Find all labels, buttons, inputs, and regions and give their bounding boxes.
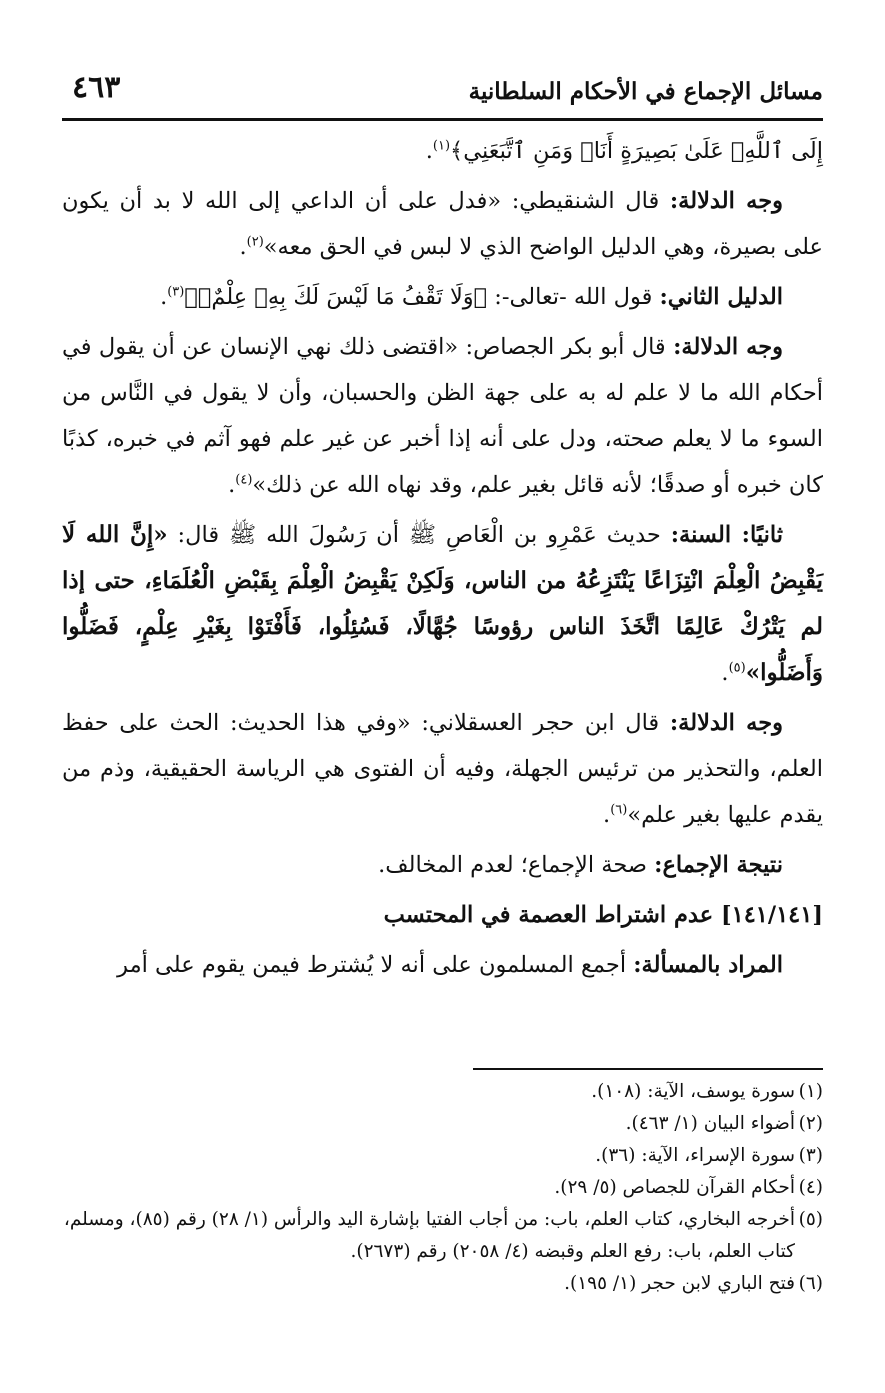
paragraph-label: وجه الدلالة: — [669, 710, 783, 736]
paragraph-label: المراد بالمسألة: — [633, 952, 783, 978]
paragraph-label: ثانيًا: السنة: — [670, 522, 783, 548]
verse-continuation: إِلَى ٱللَّهِۚ عَلَىٰ بَصِيرَةٍ أَنَا۠ وَمَنِ ٱتَّبَعَنِي﴾$^{(١)}$. — [425, 138, 823, 164]
main-text — [62, 128, 823, 992]
paragraph-label: الدليل الثاني: — [659, 284, 783, 310]
footnote-text: أخرجه البخاري، كتاب العلم، باب: من أجاب الفتيا بإشارة اليد والرأس (١/ ٢٨) رقم (٨٥)، ومسلم، كتاب العلم، باب: رفع العلم وقبضه (٤/ ٢٠٥٨) رقم (٢٦٧٣). — [63, 1209, 795, 1262]
footnote-number: (٥) — [798, 1209, 823, 1230]
footnote-item — [62, 1204, 823, 1268]
section-heading: [١٤١/١٤١] عدم اشتراط العصمة في المحتسب — [383, 902, 823, 928]
footnote-ref: (١) — [432, 138, 451, 154]
paragraph-text: قال أبو بكر الجصاص: «اقتضى ذلك نهي الإنسان عن أن يقول في أحكام الله ما لا علم له به على جهة الظن والحسبان، وأن لا يقول في النَّاس من السوء ما لا يعلم صحته، ودل على أنه إذا أخبر عن غير علم فهو آثم في خبره، كذبًا كان خبره أو صدقًا؛ لأنه قائل بغير علم، وقد نهاه الله عن ذلك» — [62, 334, 823, 498]
footnote-ref: (٣) — [167, 284, 185, 300]
paragraph-sunnah: ثانيًا: السنة: حديث عَمْرِو بن الْعَاصِ ﷺ أن رَسُولَ الله ﷺ قال: «إِنَّ الله لَا يَقْبِضُ الْعِلْمَ انْتِزَاعًا يَنْتَزِعُهُ من الناس، وَلَكِنْ يَقْبِضُ الْعِلْمَ بِقَبْضِ الْعُلَمَاءِ، حتى إذا لم يَتْرُكْ عَالِمًا اتَّخَذَ الناس رؤوسًا جُهَّالًا، فَسُئِلُوا، فَأَفْتَوْا بِغَيْرِ عِلْمٍ، فَضَلُّوا وَأَضَلُّوا»$^{(٥)}$. — [62, 521, 823, 686]
page-number: ٤٦٣ — [72, 70, 121, 105]
footnotes — [62, 1076, 823, 1300]
paragraph-indication-3: وجه الدلالة: قال ابن حجر العسقلاني: «وفي هذا الحديث: الحث على حفظ العلم، والتحذير من ترئيس الجهلة، وفيه أن الفتوى هي الرياسة الحقيقية، وذم من يقدم عليها بغير علم»$^{(٦)}$. — [62, 710, 823, 828]
hadith-text: «إِنَّ الله لَا يَقْبِضُ الْعِلْمَ انْتِزَاعًا يَنْتَزِعُهُ من الناس، وَلَكِنْ يَقْبِضُ الْعِلْمَ بِقَبْضِ الْعُلَمَاءِ، حتى إذا لم يَتْرُكْ عَالِمًا اتَّخَذَ الناس رؤوسًا جُهَّالًا، فَسُئِلُوا، فَأَفْتَوْا بِغَيْرِ عِلْمٍ، فَضَلُّوا وَأَضَلُّوا» — [62, 521, 823, 686]
paragraph-indication-2: وجه الدلالة: قال أبو بكر الجصاص: «اقتضى ذلك نهي الإنسان عن أن يقول في أحكام الله ما لا علم له به على جهة الظن والحسبان، وأن لا يقول في النَّاس من السوء ما لا يعلم صحته، ودل على أنه إذا أخبر عن غير علم فهو آثم في خبره، كذبًا كان خبره أو صدقًا؛ لأنه قائل بغير علم، وقد نهاه الله عن ذلك»$^{(٤)}$. — [62, 334, 823, 498]
quran-verse: ﴿وَلَا تَقْفُ مَا لَيْسَ لَكَ بِهِۦ عِلْمٌۚ﴾ — [184, 284, 488, 310]
quran-verse: إِلَى ٱللَّهِۚ عَلَىٰ بَصِيرَةٍ أَنَا۠ وَمَنِ ٱتَّبَعَنِي﴾ — [450, 138, 823, 164]
paragraph-issue-meaning — [62, 942, 823, 988]
paragraph-text: حديث عَمْرِو بن الْعَاصِ ﷺ أن رَسُولَ الله ﷺ قال: — [167, 522, 671, 548]
paragraph-indication-1: وجه الدلالة: قال الشنقيطي: «فدل على أن الداعي إلى الله لا بد أن يكون على بصيرة، وهي الدليل الواضح الذي لا لبس في الحق معه»$^{(٢)}$. — [62, 188, 823, 260]
footnote-text: فتح الباري لابن حجر (١/ ١٩٥). — [564, 1273, 795, 1294]
paragraph-text: قال الشنقيطي: «فدل على أن الداعي إلى الله لا بد أن يكون على بصيرة، وهي الدليل الواضح الذي لا لبس في الحق معه» — [62, 188, 823, 260]
footnote-ref: (٥) — [728, 660, 746, 676]
footnote-item — [62, 1140, 823, 1172]
paragraph-consensus-result — [62, 842, 823, 888]
footnote-number: (٦) — [798, 1273, 823, 1294]
footnote-item — [62, 1108, 823, 1140]
footnote-ref: (٦) — [610, 802, 628, 818]
footnote-number: (١) — [798, 1081, 823, 1102]
paragraph-text: أجمع المسلمون على أنه لا يُشترط فيمن يقوم على أمر — [117, 952, 634, 978]
footnote-ref: (٢) — [246, 234, 264, 250]
footnote-separator — [473, 1068, 823, 1070]
paragraph-label: وجه الدلالة: — [669, 188, 783, 214]
footnote-text: أحكام القرآن للجصاص (٥/ ٢٩). — [554, 1177, 795, 1198]
footnote-text: أضواء البيان (١/ ٤٦٣). — [625, 1113, 795, 1134]
paragraph-text: قال ابن حجر العسقلاني: «وفي هذا الحديث: الحث على حفظ العلم، والتحذير من ترئيس الجهلة، وفيه أن الفتوى هي الرياسة الحقيقية، وذم من يقدم عليها بغير علم» — [62, 710, 823, 828]
paragraph-label: وجه الدلالة: — [673, 334, 783, 360]
header-rule — [62, 118, 823, 121]
footnote-number: (٤) — [798, 1177, 823, 1198]
footnote-ref: (٤) — [235, 472, 253, 488]
page-header — [62, 70, 823, 118]
footnote-text: سورة الإسراء، الآية: (٣٦). — [595, 1145, 795, 1166]
paragraph-second-evidence: الدليل الثاني: قول الله -تعالى-: ﴿وَلَا تَقْفُ مَا لَيْسَ لَكَ بِهِۦ عِلْمٌۚ﴾$^{(٣)}$. — [160, 284, 783, 310]
footnote-number: (٢) — [798, 1113, 823, 1134]
footnote-item — [62, 1076, 823, 1108]
footnote-item — [62, 1268, 823, 1300]
footnote-number: (٣) — [798, 1145, 823, 1166]
paragraph-text: قول الله -تعالى-: — [487, 284, 660, 310]
paragraph-text: صحة الإجماع؛ لعدم المخالف. — [378, 852, 655, 878]
running-title: مسائل الإجماع في الأحكام السلطانية — [468, 78, 823, 105]
paragraph-label: نتيجة الإجماع: — [654, 852, 783, 878]
footnote-text: سورة يوسف، الآية: (١٠٨). — [591, 1081, 795, 1102]
footnote-item — [62, 1172, 823, 1204]
